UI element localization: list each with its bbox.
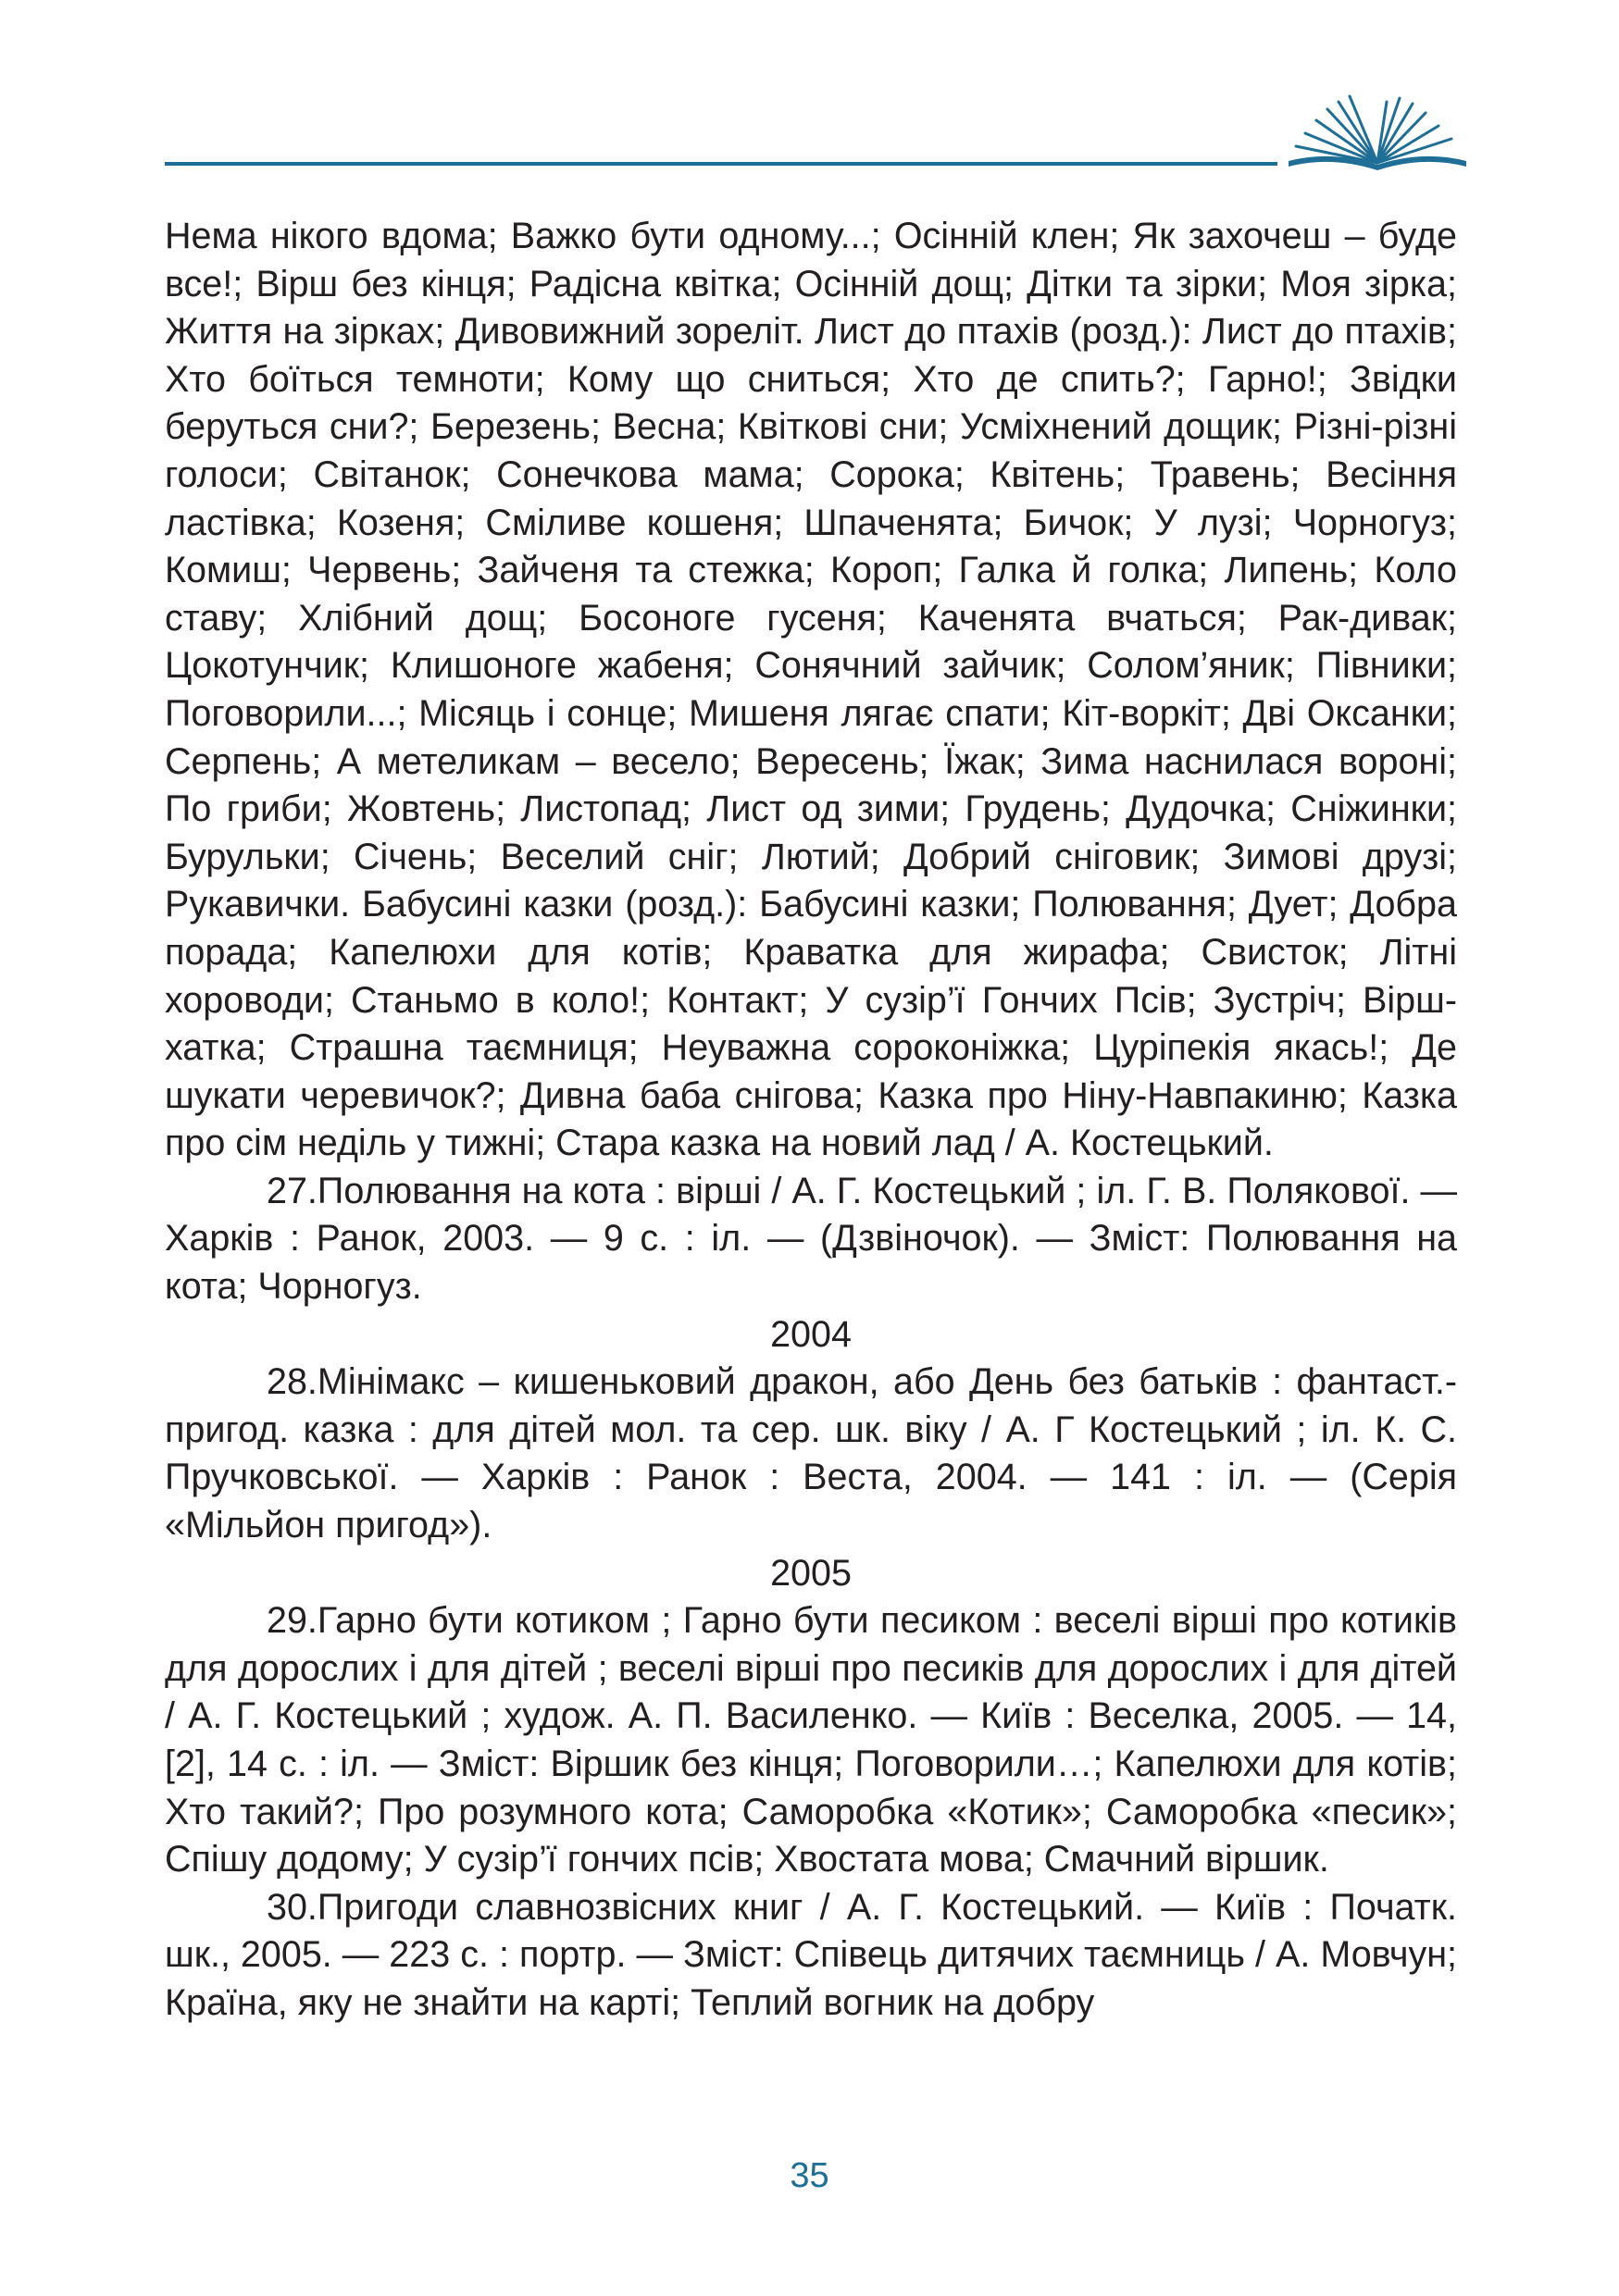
- bibliography-text: [165, 213, 1457, 2028]
- year-heading-2005: 2005: [770, 1552, 852, 1594]
- bibliography-entry-27: [165, 1168, 1457, 1311]
- entry-number: 29.: [267, 1600, 318, 1642]
- page-number: 35: [790, 2156, 829, 2195]
- book-icon: [1285, 89, 1470, 174]
- entry-number: 30.: [267, 1886, 318, 1928]
- continuation-paragraph: Нема нікого вдома; Важко бути одному...; Осінній клен; Як захочеш – буде все!; Вірш без кінця; Радісна квітка; Осінній дощ; Дітки та зірки; Моя зірка; Життя на зірках; Дивовижний зореліт. Лист до птахів (розд.): Лист до птахів; Хто боїться темноти; Кому що сниться; Хто де спить?; Гарно!; Звідки беруться сни?; Березень; Весна; Квіткові сни; Усміхнений дощик; Різні-різні голоси; Світанок; Сонечкова мама; Сорока; Квітень; Травень; Весіння ластівка; Козеня; Сміливе кошеня; Шпаченята; Бичок; У лузі; Чорногуз; Комиш; Червень; Зайченя та стежка; Короп; Галка й голка; Липень; Коло ставу; Хлібний дощ; Босоноге гусеня; Каченята вчаться; Рак-дивак; Цокотунчик; Клишоноге жабеня; Сонячний зайчик; Солом’яник; Півники; Поговорили...; Місяць і сонце; Мишеня лягає спати; Кіт-воркіт; Дві Оксанки; Серпень; А метеликам – весело; Вересень; Їжак; Зима наснилася вороні; По гриби; Жовтень; Листопад; Лист од зими; Грудень; Дудочка; Сніжинки; Бурульки; Січень; Веселий сніг; Лютий; Добрий сніговик; Зимові друзі; Рукавички. Бабусині казки (розд.): Бабусині казки; Полювання; Дует; Добра порада; Капелюхи для котів; Краватка для жирафа; Свисток; Літні хороводи; Станьмо в коло!; Контакт; У сузір’ї Гончих Псів; Зустріч; Вірш-хатка; Страшна таємниця; Неуважна сороконіжка; Цуріпекія якась!; Де шукати черевичок?; Дивна баба снігова; Казка про Ніну-Навпакиню; Казка про сім неділь у тижні; Стара казка на новий лад / А. Костецький.: [165, 216, 1457, 1164]
- bibliography-entry-30: [165, 1884, 1457, 2028]
- bibliography-entry-29: [165, 1597, 1457, 1884]
- header-rule: [165, 162, 1277, 166]
- entry-text: Мінімакс – кишеньковий дракон, або День без батьків : фантаст.-пригод. казка : для дітей мол. та сер. шк. віку / А. Г Костецький ; іл. К. С. Пручковської. — Харків : Ранок : Веста, 2004. — 141 : іл. — (Серія «Мільйон пригод»).: [165, 1361, 1457, 1546]
- entry-text: Пригоди славнозвісних книг / А. Г. Костецький. — Київ : Початк. шк., 2005. — 223 с. : портр. — Зміст: Співець дитячих таємниць / А. Мовчун; Країна, яку не знайти на карті; Теплий вогник на добру: [165, 1886, 1457, 2023]
- entry-text: Полювання на кота : вірші / А. Г. Костецький ; іл. Г. В. Полякової. — Харків : Ранок, 2003. — 9 с. : іл. — (Дзвіночок). — Зміст: Полювання на кота; Чорногуз.: [165, 1170, 1457, 1308]
- entry-number: 28.: [267, 1361, 318, 1403]
- entry-number: 27.: [267, 1170, 318, 1211]
- entry-text: Гарно бути котиком ; Гарно бути песиком : веселі вірші про котиків для дорослих і для дітей ; веселі вірші про песиків для дорослих і для дітей / А. Г. Костецький ; худож. А. П. Василенко. — Київ : Веселка, 2005. — 14, [2], 14 с. : іл. — Зміст: Віршик без кінця; Поговорили…; Капелюхи для котів; Хто такий?; Про розумного кота; Саморобка «Котик»; Саморобка «песик»; Спішу додому; У сузір’ї гончих псів; Хвостата мова; Смачний віршик.: [165, 1600, 1457, 1880]
- year-heading-2004: 2004: [770, 1313, 852, 1355]
- bibliography-entry-28: [165, 1359, 1457, 1549]
